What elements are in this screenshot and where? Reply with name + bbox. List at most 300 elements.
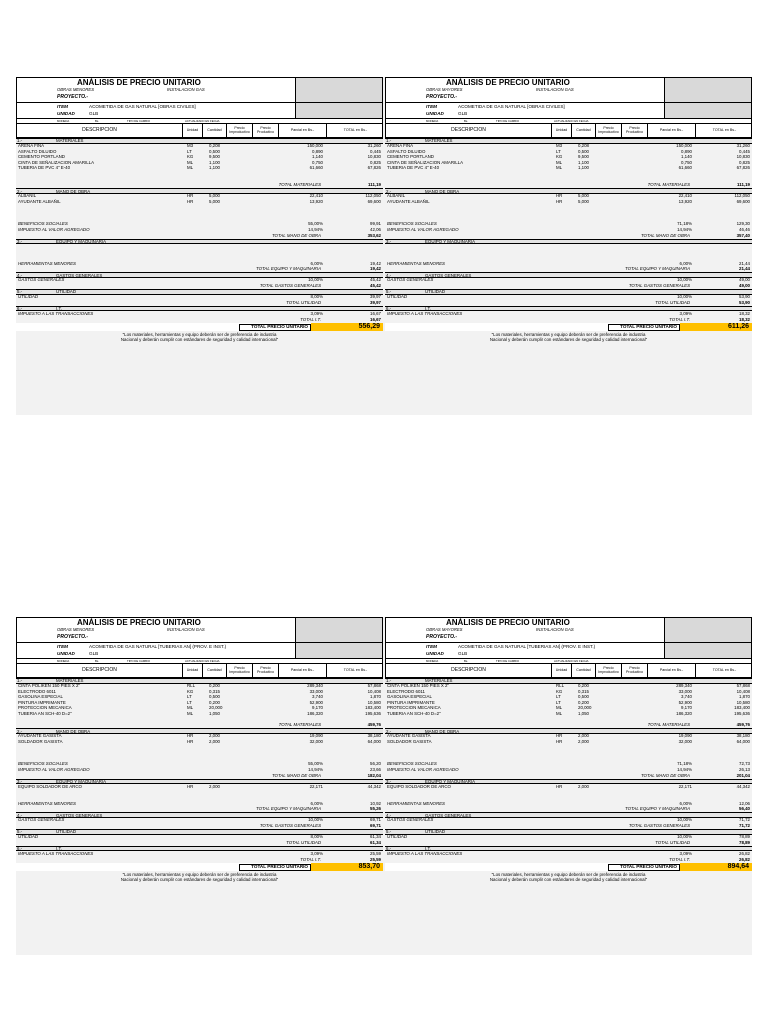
item-total: 112,050 bbox=[365, 193, 381, 199]
quality-note bbox=[16, 871, 383, 883]
note-line-1: "Los materiales, herramientas y equipo deberán ser de preferencia de industria bbox=[491, 871, 646, 877]
note-line-2: Nacional y deberán cumplir con estándares de seguridad y calidad internacional" bbox=[120, 337, 279, 343]
section-number: 4.- bbox=[17, 812, 23, 818]
item-quantity: 2,000 bbox=[209, 733, 220, 739]
section-label: EQUIPO Y MAQUINARIA bbox=[425, 239, 476, 245]
charge-percent: 71,18% bbox=[677, 221, 692, 227]
item-description: TUBERIA AN SCH-40 D=2" bbox=[387, 711, 441, 717]
charge-value: 23,66 bbox=[370, 767, 381, 772]
col-total: TOTAL en Bs.- bbox=[695, 664, 753, 677]
charge-value: 21,44 bbox=[739, 260, 750, 266]
charge-percent: 3,09% bbox=[679, 310, 692, 316]
charge-percent: 10,00% bbox=[677, 834, 692, 840]
item-description: ELECTRODO 6011 bbox=[387, 688, 425, 694]
charge-label: HERRAMIENTAS MENORES bbox=[18, 260, 76, 266]
item-price: 32,000 bbox=[678, 739, 692, 745]
note-line-2: Nacional y deberán cumplir con estándares de seguridad y calidad internacional" bbox=[489, 337, 648, 343]
item-total: 69,600 bbox=[367, 199, 381, 205]
item-description: AYUDANTE GASISTA bbox=[18, 733, 62, 739]
item-price: 33,000 bbox=[678, 688, 692, 694]
item-unit: ML bbox=[187, 711, 194, 717]
unit-label: UNIDAD bbox=[426, 111, 444, 116]
total-label: TOTAL I.T. bbox=[669, 856, 690, 862]
item-block bbox=[385, 643, 752, 659]
item-unit: ML bbox=[556, 711, 563, 717]
currency-value: Bs. bbox=[95, 119, 100, 123]
charge-label: HERRAMIENTAS MENORES bbox=[387, 800, 445, 806]
col-total: TOTAL en Bs.- bbox=[326, 124, 384, 137]
section-label: UTILIDAD bbox=[425, 829, 446, 835]
item-unit: ML bbox=[556, 705, 563, 711]
apu-sheet-bottom-left bbox=[16, 617, 383, 883]
item-unit: ML bbox=[187, 159, 194, 165]
charge-value: 71,72 bbox=[739, 817, 750, 823]
item-unit: HR bbox=[556, 783, 563, 789]
item-quantity: 5,000 bbox=[578, 193, 589, 199]
item-description: GASOLINA ESPECIAL bbox=[387, 694, 432, 700]
obras-type: OBRAS MENORES bbox=[57, 87, 94, 92]
total-label: TOTAL I.T. bbox=[300, 856, 321, 862]
note-line-1: "Los materiales, herramientas y equipo deberán ser de preferencia de industria bbox=[122, 331, 277, 337]
section-label: UTILIDAD bbox=[56, 289, 77, 295]
section-number: 2.- bbox=[17, 188, 23, 194]
charge-label: IMPUESTO AL VALOR AGREGADO bbox=[18, 767, 90, 772]
charge-label: IMPUESTO AL VALOR AGREGADO bbox=[18, 227, 90, 232]
charge-value: 25,59 bbox=[370, 850, 381, 856]
charge-percent: 14,94% bbox=[677, 227, 692, 232]
section-label: GASTOS GENERALES bbox=[425, 812, 472, 818]
item-unit: HR bbox=[187, 783, 194, 789]
item-price: 1,140 bbox=[312, 154, 323, 160]
exchange-label: TIPO DE CAMBIO bbox=[127, 119, 150, 123]
item-block bbox=[385, 103, 752, 119]
col-descripcion: DESCRIPCION bbox=[82, 666, 117, 673]
unit-label: UNIDAD bbox=[57, 651, 75, 656]
item-quantity: 1,050 bbox=[209, 711, 220, 717]
total-label: TOTAL EQUIPO Y MAQUINARIA bbox=[256, 266, 321, 272]
item-quantity: 0,208 bbox=[209, 143, 220, 149]
note-line-2: Nacional y deberán cumplir con estándares de seguridad y calidad internacional" bbox=[489, 877, 648, 883]
charge-label: IMPUESTO A LAS TRANSACCIONES bbox=[387, 850, 463, 856]
item-unit: HR bbox=[556, 739, 563, 745]
item-unit: M3 bbox=[556, 143, 563, 149]
charge-percent: 6,00% bbox=[679, 260, 692, 266]
item-price: 3,740 bbox=[681, 694, 692, 700]
col-cantidad: Cantidad bbox=[571, 124, 595, 137]
section-label: EQUIPO Y MAQUINARIA bbox=[56, 239, 107, 245]
line-item bbox=[385, 166, 752, 172]
item-price: 22,410 bbox=[309, 193, 323, 199]
note-line-2: Nacional y deberán cumplir con estándares de seguridad y calidad internacional" bbox=[120, 877, 279, 883]
item-quantity: 2,000 bbox=[209, 739, 220, 745]
total-precio-label: TOTAL PRECIO UNITARIO bbox=[239, 864, 311, 871]
col-precio-productivo: Precio Productivo bbox=[252, 664, 278, 677]
item-price: 150,000 bbox=[676, 143, 692, 149]
item-value: ACOMETIDA DE GAS NATURAL [TUBERIAS AN] (PROV. E INST.) bbox=[89, 644, 227, 649]
item-quantity: 0,200 bbox=[578, 699, 589, 705]
total-label: TOTAL UTILIDAD bbox=[655, 299, 690, 305]
column-header bbox=[16, 124, 383, 138]
item-quantity: 1,100 bbox=[209, 165, 220, 171]
total-value: 16,67 bbox=[370, 316, 381, 322]
charge-percent: 10,00% bbox=[677, 817, 692, 823]
charge-value: 16,67 bbox=[370, 310, 381, 316]
item-price: 0,750 bbox=[681, 159, 692, 165]
col-precio-improductivo: Precio Improductivo bbox=[595, 124, 621, 137]
item-total: 0,825 bbox=[370, 159, 381, 165]
section-number: 1.- bbox=[17, 138, 23, 144]
item-price: 22,171 bbox=[678, 783, 692, 789]
charge-label: GASTOS GENERALES bbox=[387, 817, 434, 823]
item-unit: KG bbox=[556, 154, 563, 160]
section-label: MANO DE OBRA bbox=[425, 728, 460, 734]
col-unidad: Unidad bbox=[551, 124, 571, 137]
item-description: GASOLINA ESPECIAL bbox=[18, 694, 63, 700]
item-price: 186,320 bbox=[307, 711, 323, 717]
section-number: 6.- bbox=[386, 306, 392, 312]
item-quantity: 5,000 bbox=[578, 199, 589, 205]
total-value: 21,44 bbox=[739, 266, 750, 272]
item-quantity: 0,500 bbox=[209, 148, 220, 154]
col-precio-productivo: Precio Productivo bbox=[621, 124, 647, 137]
total-label: TOTAL GASTOS GENERALES bbox=[628, 282, 690, 288]
section-number: 3.- bbox=[386, 239, 392, 245]
item-block bbox=[16, 643, 383, 659]
item-description: AYUDANTE ALBAÑIL bbox=[387, 199, 430, 205]
item-unit: RLL bbox=[187, 683, 196, 689]
item-quantity: 1,050 bbox=[578, 711, 589, 717]
total-precio-label: TOTAL PRECIO UNITARIO bbox=[608, 864, 680, 871]
total-precio-unitario bbox=[16, 863, 383, 871]
currency-value: Bs. bbox=[95, 659, 100, 663]
item-price: 9,170 bbox=[312, 705, 323, 711]
column-header bbox=[16, 664, 383, 678]
section-label: GASTOS GENERALES bbox=[56, 272, 103, 278]
item-total: 69,600 bbox=[736, 199, 750, 205]
total-value: 18,32 bbox=[739, 316, 750, 322]
line-item bbox=[16, 784, 383, 790]
installation-type: INSTALACION GAS bbox=[167, 87, 205, 92]
col-parcial: Parcial en Bs.- bbox=[278, 124, 326, 137]
line-item bbox=[16, 200, 383, 206]
section-label: MATERIALES bbox=[425, 678, 453, 684]
charge-label: IMPUESTO A LAS TRANSACCIONES bbox=[387, 310, 463, 316]
item-price: 13,920 bbox=[309, 199, 323, 205]
total-precio-unitario bbox=[385, 863, 752, 871]
total-value: 49,00 bbox=[739, 282, 750, 288]
line-item bbox=[385, 200, 752, 206]
charge-percent: 6,00% bbox=[310, 800, 323, 806]
item-unit: LT bbox=[187, 699, 192, 705]
item-price: 22,171 bbox=[309, 783, 323, 789]
item-quantity: 9,500 bbox=[578, 154, 589, 160]
charge-percent: 14,94% bbox=[308, 227, 323, 232]
charge-value: 49,00 bbox=[739, 277, 750, 283]
charge-label: BENEFICIOS SOCIALES bbox=[18, 221, 68, 227]
total-value: 459,76 bbox=[736, 722, 750, 728]
total-precio-unitario bbox=[385, 323, 752, 331]
charge-value: 39,97 bbox=[370, 294, 381, 300]
item-quantity: 0,500 bbox=[578, 148, 589, 154]
charge-label: IMPUESTO AL VALOR AGREGADO bbox=[387, 227, 459, 232]
obras-type: OBRAS MENORES bbox=[57, 627, 94, 632]
section-label: MATERIALES bbox=[56, 138, 84, 144]
apu-sheet-top-left bbox=[16, 77, 383, 343]
item-quantity: 5,000 bbox=[209, 193, 220, 199]
charge-percent: 55,00% bbox=[308, 221, 323, 227]
total-value: 357,40 bbox=[736, 232, 750, 238]
item-total: 31,260 bbox=[736, 143, 750, 149]
col-cantidad: Cantidad bbox=[202, 664, 226, 677]
total-label: TOTAL MATERIALES bbox=[278, 182, 321, 188]
item-quantity: 0,200 bbox=[209, 683, 220, 689]
charge-value: 26,13 bbox=[739, 767, 750, 772]
section-number: 1.- bbox=[386, 678, 392, 684]
total-label: TOTAL EQUIPO Y MAQUINARIA bbox=[625, 806, 690, 812]
item-price: 61,660 bbox=[309, 165, 323, 171]
charge-percent: 55,00% bbox=[308, 761, 323, 767]
charge-percent: 3,09% bbox=[310, 310, 323, 316]
item-price: 186,320 bbox=[676, 711, 692, 717]
item-price: 0,750 bbox=[312, 159, 323, 165]
section-number: 2.- bbox=[17, 728, 23, 734]
item-quantity: 0,208 bbox=[578, 143, 589, 149]
item-total: 0,825 bbox=[739, 159, 750, 165]
item-quantity: 2,000 bbox=[578, 783, 589, 789]
total-value: 61,34 bbox=[370, 839, 381, 845]
col-precio-productivo: Precio Productivo bbox=[252, 124, 278, 137]
col-cantidad: Cantidad bbox=[202, 124, 226, 137]
item-quantity: 2,000 bbox=[209, 783, 220, 789]
column-header bbox=[385, 124, 752, 138]
charge-label: UTILIDAD bbox=[387, 834, 408, 840]
section-label: MANO DE OBRA bbox=[56, 728, 91, 734]
section-label: MATERIALES bbox=[56, 678, 84, 684]
currency-label: MONEDA bbox=[57, 659, 70, 663]
item-description: EQUIPO SOLDADOR DE ARCO bbox=[387, 783, 451, 789]
item-description: TUBERIA DE PVC 4" E-40 bbox=[18, 165, 71, 171]
quality-note bbox=[385, 331, 752, 343]
charge-percent: 3,09% bbox=[310, 850, 323, 856]
charge-percent: 6,00% bbox=[310, 260, 323, 266]
unit-value: GLB bbox=[458, 651, 468, 656]
item-label: ITEM bbox=[57, 644, 68, 649]
item-quantity: 0,200 bbox=[209, 699, 220, 705]
exchange-label: TIPO DE CAMBIO bbox=[496, 119, 519, 123]
item-total: 195,636 bbox=[365, 711, 381, 717]
item-quantity: 0,500 bbox=[209, 694, 220, 700]
item-unit: ML bbox=[187, 165, 194, 171]
item-quantity: 20,000 bbox=[209, 705, 223, 711]
item-total: 67,826 bbox=[367, 165, 381, 171]
item-unit: HR bbox=[556, 199, 563, 205]
col-unidad: Unidad bbox=[182, 664, 202, 677]
charge-value: 45,42 bbox=[370, 277, 381, 283]
item-description: ALBAÑIL bbox=[18, 193, 37, 199]
installation-type: INSTALACION GAS bbox=[536, 627, 574, 632]
total-value: 69,71 bbox=[370, 822, 381, 828]
item-quantity: 20,000 bbox=[578, 705, 592, 711]
item-description: ARENA FINA bbox=[387, 143, 414, 149]
item-price: 9,170 bbox=[681, 705, 692, 711]
total-label: TOTAL I.T. bbox=[300, 316, 321, 322]
section-label: EQUIPO Y MAQUINARIA bbox=[425, 779, 476, 785]
item-total: 38,180 bbox=[367, 733, 381, 739]
line-item bbox=[16, 712, 383, 718]
col-unidad: Unidad bbox=[182, 124, 202, 137]
item-price: 1,140 bbox=[681, 154, 692, 160]
col-cantidad: Cantidad bbox=[571, 664, 595, 677]
charge-label: HERRAMIENTAS MENORES bbox=[387, 260, 445, 266]
item-unit: HR bbox=[556, 733, 563, 739]
charge-label: BENEFICIOS SOCIALES bbox=[18, 761, 68, 767]
currency-value: Bs. bbox=[464, 659, 469, 663]
item-total: 10,408 bbox=[367, 688, 381, 694]
item-unit: HR bbox=[556, 193, 563, 199]
charge-label: GASTOS GENERALES bbox=[18, 817, 65, 823]
section-label: EQUIPO Y MAQUINARIA bbox=[56, 779, 107, 785]
total-value: 25,59 bbox=[370, 856, 381, 862]
updated-label: ACTUALIZADO EN FECHA bbox=[185, 659, 220, 663]
charge-percent: 14,94% bbox=[308, 767, 323, 772]
section-number: 1.- bbox=[17, 678, 23, 684]
quality-note bbox=[16, 331, 383, 343]
total-label: TOTAL MATERIALES bbox=[278, 722, 321, 728]
item-total: 57,868 bbox=[736, 683, 750, 689]
item-description: CINTA POLIKEN 150 PIES X 2" bbox=[18, 683, 80, 689]
item-unit: ML bbox=[556, 165, 563, 171]
item-description: ASFALTO DILUIDO bbox=[18, 148, 57, 154]
charge-label: GASTOS GENERALES bbox=[387, 277, 434, 283]
total-label: TOTAL MATERIALES bbox=[647, 722, 690, 728]
col-precio-improductivo: Precio Improductivo bbox=[226, 664, 252, 677]
item-description: PROTECCION MECANICA bbox=[387, 705, 441, 711]
line-item bbox=[385, 740, 752, 746]
section-number: 4.- bbox=[386, 272, 392, 278]
total-value: 111,19 bbox=[737, 182, 750, 188]
item-total: 64,000 bbox=[367, 739, 381, 745]
currency-label: MONEDA bbox=[57, 119, 70, 123]
total-label: TOTAL EQUIPO Y MAQUINARIA bbox=[625, 266, 690, 272]
total-value: 201,04 bbox=[736, 772, 750, 778]
obras-type: OBRAS MAYORES bbox=[426, 627, 463, 632]
item-price: 52,900 bbox=[309, 699, 323, 705]
item-description: ASFALTO DILUIDO bbox=[387, 148, 426, 154]
col-descripcion: DESCRIPCION bbox=[82, 126, 117, 133]
charge-percent: 10,00% bbox=[677, 294, 692, 300]
total-label: TOTAL EQUIPO Y MAQUINARIA bbox=[256, 806, 321, 812]
total-value: 459,76 bbox=[367, 722, 381, 728]
total-value: 182,04 bbox=[367, 772, 381, 778]
charge-value: 99,91 bbox=[370, 221, 381, 227]
total-value: 353,62 bbox=[367, 232, 381, 238]
col-descripcion: DESCRIPCION bbox=[451, 126, 486, 133]
line-item bbox=[385, 784, 752, 790]
currency-label: MONEDA bbox=[426, 119, 439, 123]
charge-percent: 14,94% bbox=[677, 767, 692, 772]
section-label: GASTOS GENERALES bbox=[425, 272, 472, 278]
section-equipo bbox=[16, 239, 383, 245]
total-label: TOTAL I.T. bbox=[669, 316, 690, 322]
total-label: TOTAL GASTOS GENERALES bbox=[259, 282, 321, 288]
total-label: TOTAL UTILIDAD bbox=[286, 839, 321, 845]
col-parcial: Parcial en Bs.- bbox=[647, 664, 695, 677]
updated-label: ACTUALIZADO EN FECHA bbox=[554, 659, 589, 663]
total-precio-unitario bbox=[16, 323, 383, 331]
item-total: 0,445 bbox=[739, 148, 750, 154]
item-unit: HR bbox=[187, 739, 194, 745]
total-value: 71,72 bbox=[739, 822, 750, 828]
item-quantity: 0,200 bbox=[578, 683, 589, 689]
section-number: 3.- bbox=[17, 779, 23, 785]
charge-percent: 71,18% bbox=[677, 761, 692, 767]
item-total: 44,342 bbox=[736, 783, 750, 789]
section-number: 3.- bbox=[386, 779, 392, 785]
item-description: CINTA DE SEÑALIZACION AMARILLA bbox=[18, 159, 95, 165]
charge-percent: 10,00% bbox=[677, 277, 692, 283]
section-number: 4.- bbox=[17, 272, 23, 278]
item-price: 32,000 bbox=[309, 739, 323, 745]
item-unit: LT bbox=[556, 699, 561, 705]
project-label: PROYECTO.- bbox=[57, 634, 89, 640]
charge-value: 72,73 bbox=[739, 761, 750, 767]
charge-label: UTILIDAD bbox=[18, 834, 39, 840]
obras-type: OBRAS MAYORES bbox=[426, 87, 463, 92]
section-label: MANO DE OBRA bbox=[56, 188, 91, 194]
note-line-1: "Los materiales, herramientas y equipo deberán ser de preferencia de industria bbox=[491, 331, 646, 337]
section-equipo bbox=[385, 239, 752, 245]
item-description: CEMENTO PORTLAND bbox=[18, 154, 65, 160]
item-unit: HR bbox=[187, 733, 194, 739]
item-total: 1,870 bbox=[370, 694, 381, 700]
item-quantity: 1,100 bbox=[578, 165, 589, 171]
line-item bbox=[385, 712, 752, 718]
item-unit: RLL bbox=[556, 683, 565, 689]
apu-sheet-top-right bbox=[385, 77, 752, 343]
item-total: 10,830 bbox=[367, 154, 381, 160]
total-value: 45,42 bbox=[370, 282, 381, 288]
apu-sheet-bottom-right bbox=[385, 617, 752, 883]
item-total: 10,580 bbox=[736, 699, 750, 705]
item-total: 1,870 bbox=[739, 694, 750, 700]
section-label: UTILIDAD bbox=[425, 289, 446, 295]
sheet-title: ANÁLISIS DE PRECIO UNITARIO bbox=[446, 618, 570, 627]
item-description: CEMENTO PORTLAND bbox=[387, 154, 434, 160]
item-label: ITEM bbox=[426, 104, 437, 109]
updated-label: ACTUALIZADO EN FECHA bbox=[554, 119, 589, 123]
charge-value: 78,89 bbox=[739, 834, 750, 840]
total-precio-value: 853,70 bbox=[311, 863, 383, 871]
section-label: MATERIALES bbox=[425, 138, 453, 144]
item-quantity: 0,315 bbox=[209, 688, 220, 694]
item-total: 10,580 bbox=[367, 699, 381, 705]
note-line-1: "Los materiales, herramientas y equipo deberán ser de preferencia de industria bbox=[122, 871, 277, 877]
item-price: 150,000 bbox=[307, 143, 323, 149]
item-price: 13,920 bbox=[678, 199, 692, 205]
unit-value: GLB bbox=[89, 111, 99, 116]
unit-value: GLB bbox=[89, 651, 99, 656]
charge-percent: 10,00% bbox=[308, 817, 323, 823]
charge-value: 69,71 bbox=[370, 817, 381, 823]
total-value: 56,40 bbox=[739, 806, 750, 812]
charge-percent: 6,00% bbox=[679, 800, 692, 806]
line-item bbox=[16, 166, 383, 172]
item-value: ACOMETIDA DE GAS NATURAL [OBRAS CIVILES] bbox=[89, 104, 196, 109]
item-total: 112,050 bbox=[734, 193, 750, 199]
project-label: PROYECTO.- bbox=[426, 634, 458, 640]
charge-label: BENEFICIOS SOCIALES bbox=[387, 221, 437, 227]
item-quantity: 1,100 bbox=[209, 159, 220, 165]
